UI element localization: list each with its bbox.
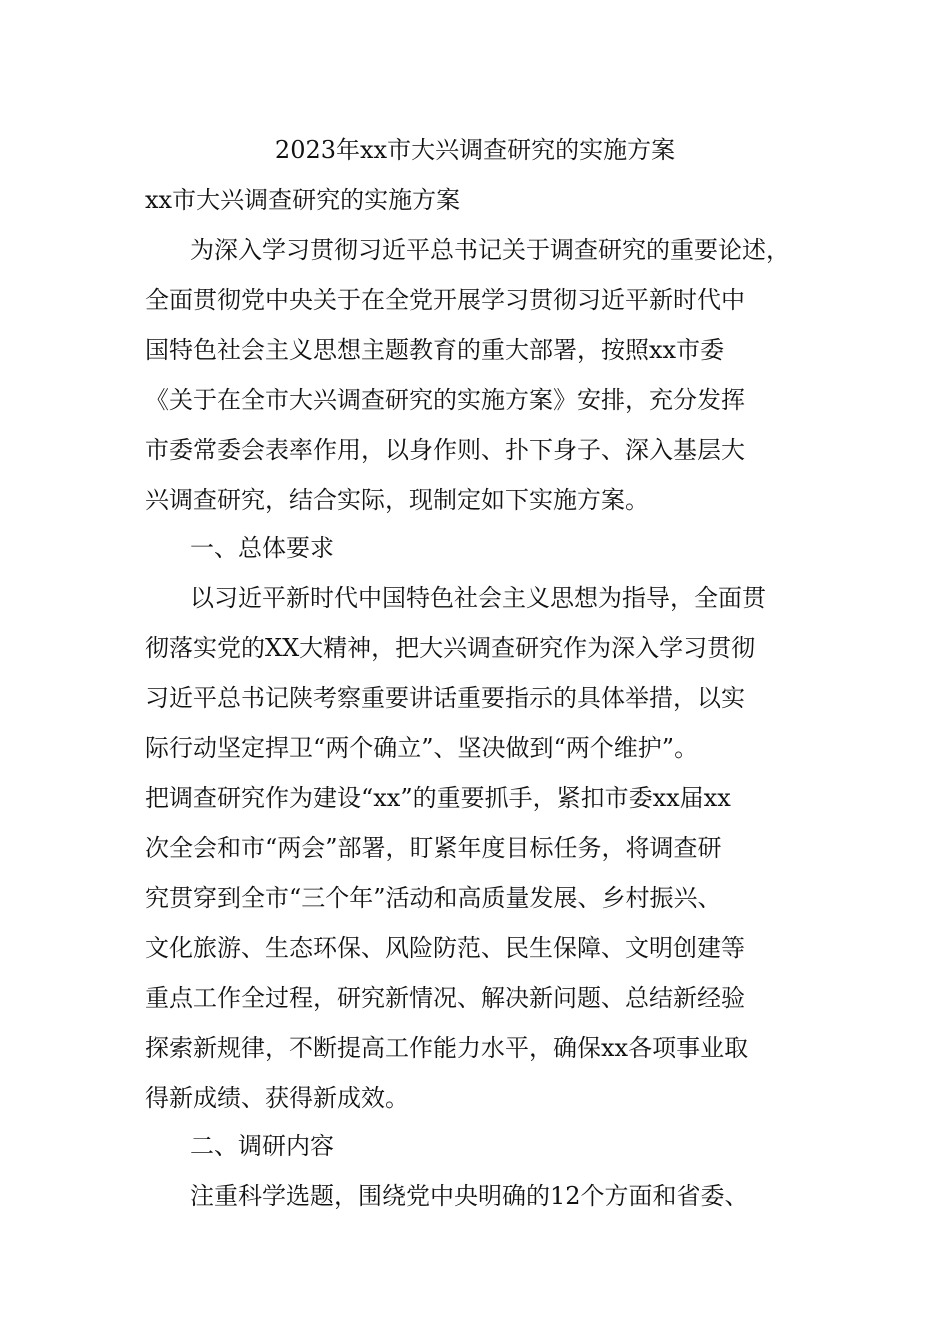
paragraph-line: 际行动坚定捍卫“两个确立”、坚决做到“两个维护”。 <box>145 734 699 762</box>
paragraph-line: 究贯穿到全市“三个年”活动和高质量发展、乡村振兴、 <box>145 884 722 912</box>
paragraph-line: 注重科学选题，围绕党中央明确的12个方面和省委、 <box>190 1182 749 1210</box>
document-subtitle: xx市大兴调查研究的实施方案 <box>145 186 461 214</box>
paragraph-line: 重点工作全过程，研究新情况、解决新问题、总结新经验 <box>145 984 745 1012</box>
paragraph-line: 为深入学习贯彻习近平总书记关于调查研究的重要论述， <box>190 236 790 264</box>
section-heading: 二、调研内容 <box>190 1132 334 1160</box>
document-title: 2023年xx市大兴调查研究的实施方案 <box>274 136 676 164</box>
paragraph-line: 以习近平新时代中国特色社会主义思想为指导，全面贯 <box>190 584 766 612</box>
paragraph-line: 文化旅游、生态环保、风险防范、民生保障、文明创建等 <box>145 934 745 962</box>
paragraph-line: 国特色社会主义思想主题教育的重大部署，按照xx市委 <box>145 336 725 364</box>
paragraph-line: 市委常委会表率作用，以身作则、扑下身子、深入基层大 <box>145 436 745 464</box>
paragraph-line: 得新成绩、获得新成效。 <box>145 1084 409 1112</box>
section-heading: 一、总体要求 <box>190 534 334 562</box>
paragraph-line: 次全会和市“两会”部署，盯紧年度目标任务，将调查研 <box>145 834 722 862</box>
paragraph-line: 全面贯彻党中央关于在全党开展学习贯彻习近平新时代中 <box>145 286 745 314</box>
paragraph-line: 习近平总书记陕考察重要讲话重要指示的具体举措，以实 <box>145 684 745 712</box>
paragraph-line: 《关于在全市大兴调查研究的实施方案》安排，充分发挥 <box>145 386 745 414</box>
paragraph-line: 探索新规律，不断提高工作能力水平，确保xx各项事业取 <box>145 1034 749 1062</box>
paragraph-line: 把调查研究作为建设“xx”的重要抓手，紧扣市委xx届xx <box>145 784 731 812</box>
paragraph-line: 兴调查研究，结合实际，现制定如下实施方案。 <box>145 486 649 514</box>
paragraph-line: 彻落实党的XX大精神，把大兴调查研究作为深入学习贯彻 <box>145 634 756 662</box>
